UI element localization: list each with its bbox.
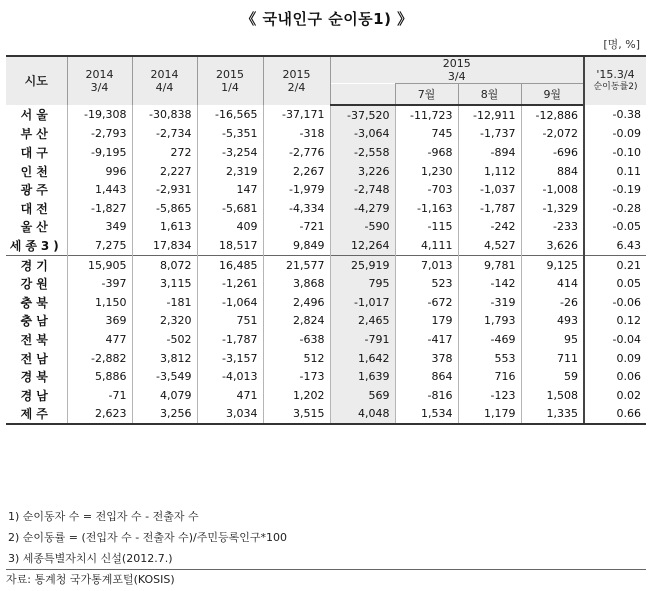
value-cell: 4,048	[330, 405, 395, 425]
migration-table	[6, 55, 646, 425]
value-cell: 2,320	[132, 312, 197, 331]
value-cell: 95	[521, 330, 584, 349]
value-cell: 5,886	[67, 367, 132, 386]
region-cell: 제주	[6, 405, 67, 425]
value-cell: 1,793	[458, 312, 521, 331]
value-cell: 523	[395, 274, 458, 293]
value-cell: -1,787	[197, 330, 263, 349]
value-cell: -2,558	[330, 143, 395, 162]
value-cell: -1,329	[521, 199, 584, 218]
value-cell: 409	[197, 218, 263, 237]
value-cell: -791	[330, 330, 395, 349]
value-cell: 7,013	[395, 255, 458, 274]
value-cell: 864	[395, 367, 458, 386]
value-cell: 3,515	[263, 405, 330, 425]
value-cell: 716	[458, 367, 521, 386]
region-cell: 전북	[20, 332, 52, 347]
table-row	[6, 330, 646, 349]
value-cell: -638	[263, 330, 330, 349]
table-row	[6, 125, 646, 144]
region-cell: 대전	[20, 201, 52, 216]
value-cell: -242	[458, 218, 521, 237]
value-cell: -142	[458, 274, 521, 293]
value-cell: 2,267	[263, 162, 330, 181]
value-cell: -968	[395, 143, 458, 162]
header-region: 시도	[6, 56, 67, 105]
value-cell: 795	[330, 274, 395, 293]
value-cell: -4,334	[263, 199, 330, 218]
value-cell: -5,865	[132, 199, 197, 218]
value-cell: 512	[263, 349, 330, 368]
value-cell: 9,781	[458, 255, 521, 274]
value-cell: 3,226	[330, 162, 395, 181]
rate-cell: -0.09	[584, 125, 646, 144]
value-cell: -397	[67, 274, 132, 293]
value-cell: 2,319	[197, 162, 263, 181]
value-cell: -71	[67, 386, 132, 405]
value-cell: 4,079	[132, 386, 197, 405]
rate-cell: -0.10	[584, 143, 646, 162]
header-month: 9월	[521, 84, 584, 106]
value-cell: -2,793	[67, 125, 132, 144]
table-row	[6, 180, 646, 199]
value-cell: 414	[521, 274, 584, 293]
rate-cell: 0.06	[584, 367, 646, 386]
table-row	[6, 293, 646, 312]
header-month: 8월	[458, 84, 521, 106]
table-body	[6, 105, 646, 424]
value-cell: 3,626	[521, 236, 584, 255]
value-cell: 16,485	[197, 255, 263, 274]
value-cell: -469	[458, 330, 521, 349]
value-cell: 3,115	[132, 274, 197, 293]
header-period: 2014 4/4	[132, 56, 197, 105]
rate-cell: -0.04	[584, 330, 646, 349]
value-cell: 1,112	[458, 162, 521, 181]
value-cell: -816	[395, 386, 458, 405]
page-title	[0, 8, 654, 29]
rate-cell: -0.06	[584, 293, 646, 312]
region-cell: 세종3)	[9, 238, 63, 253]
value-cell: -1,787	[458, 199, 521, 218]
region-cell: 경북	[20, 370, 52, 385]
rate-cell: 0.12	[584, 312, 646, 331]
value-cell: -696	[521, 143, 584, 162]
rate-cell: 0.11	[584, 162, 646, 181]
table-row	[6, 349, 646, 368]
value-cell: -319	[458, 293, 521, 312]
value-cell: -672	[395, 293, 458, 312]
table-row	[6, 312, 646, 331]
rate-cell: 0.09	[584, 349, 646, 368]
value-cell: 3,812	[132, 349, 197, 368]
value-cell: 1,639	[330, 367, 395, 386]
rate-cell: 0.05	[584, 274, 646, 293]
value-cell: -894	[458, 143, 521, 162]
value-cell: 2,227	[132, 162, 197, 181]
table-row	[6, 405, 646, 425]
region-cell: 대구	[20, 145, 52, 160]
header-period: 2015 1/4	[197, 56, 263, 105]
value-cell: 4,111	[395, 236, 458, 255]
rate-cell: 6.43	[584, 236, 646, 255]
value-cell: -16,565	[197, 105, 263, 125]
value-cell: 9,125	[521, 255, 584, 274]
rate-cell: 0.66	[584, 405, 646, 425]
value-cell: 18,517	[197, 236, 263, 255]
table-row	[6, 386, 646, 405]
value-cell: 1,335	[521, 405, 584, 425]
value-cell: 17,834	[132, 236, 197, 255]
value-cell: -1,261	[197, 274, 263, 293]
value-cell: -1,037	[458, 180, 521, 199]
value-cell: -1,163	[395, 199, 458, 218]
value-cell: -721	[263, 218, 330, 237]
value-cell: 3,868	[263, 274, 330, 293]
footnote: 3) 세종특별자치시 신설(2012.7.)	[8, 552, 173, 565]
value-cell: 59	[521, 367, 584, 386]
value-cell: -37,520	[330, 105, 395, 125]
table-row	[6, 105, 646, 125]
table-row	[6, 162, 646, 181]
value-cell: -233	[521, 218, 584, 237]
rate-cell: -0.05	[584, 218, 646, 237]
value-cell: -417	[395, 330, 458, 349]
value-cell: 553	[458, 349, 521, 368]
value-cell: 15,905	[67, 255, 132, 274]
value-cell: -5,351	[197, 125, 263, 144]
value-cell: -12,886	[521, 105, 584, 125]
value-cell: -703	[395, 180, 458, 199]
value-cell: 751	[197, 312, 263, 331]
value-cell: 1,179	[458, 405, 521, 425]
value-cell: -181	[132, 293, 197, 312]
value-cell: 569	[330, 386, 395, 405]
header-period: 2015 2/4	[263, 56, 330, 105]
value-cell: 2,824	[263, 312, 330, 331]
value-cell: 493	[521, 312, 584, 331]
value-cell: 12,264	[330, 236, 395, 255]
value-cell: -2,882	[67, 349, 132, 368]
value-cell: 272	[132, 143, 197, 162]
value-cell: 884	[521, 162, 584, 181]
table-row	[6, 367, 646, 386]
value-cell: -26	[521, 293, 584, 312]
value-cell: -30,838	[132, 105, 197, 125]
header-q3-total	[330, 84, 395, 106]
value-cell: 1,508	[521, 386, 584, 405]
table-row	[6, 218, 646, 237]
value-cell: 1,443	[67, 180, 132, 199]
value-cell: -123	[458, 386, 521, 405]
footnote: 2) 순이동률 = (전입자 수 - 전출자 수)/주민등록인구*100	[8, 531, 288, 544]
value-cell: -502	[132, 330, 197, 349]
region-cell: 광주	[20, 183, 52, 198]
value-cell: -3,157	[197, 349, 263, 368]
value-cell: 147	[197, 180, 263, 199]
region-cell: 울산	[20, 220, 52, 235]
header-rate: '15.3/4 순이동률2)	[584, 56, 646, 105]
rate-cell: -0.28	[584, 199, 646, 218]
region-cell: 전남	[20, 351, 52, 366]
value-cell: -11,723	[395, 105, 458, 125]
value-cell: -9,195	[67, 143, 132, 162]
value-cell: 745	[395, 125, 458, 144]
table-header	[6, 56, 646, 105]
header-period: 2014 3/4	[67, 56, 132, 105]
value-cell: -2,748	[330, 180, 395, 199]
value-cell: -318	[263, 125, 330, 144]
region-cell: 인천	[20, 164, 52, 179]
value-cell: 369	[67, 312, 132, 331]
value-cell: -1,737	[458, 125, 521, 144]
value-cell: -115	[395, 218, 458, 237]
region-cell: 부산	[20, 127, 52, 142]
value-cell: -2,734	[132, 125, 197, 144]
region-cell: 충북	[20, 295, 52, 310]
value-cell: -5,681	[197, 199, 263, 218]
table-row	[6, 199, 646, 218]
value-cell: 2,496	[263, 293, 330, 312]
footnotes	[6, 506, 646, 570]
table-row	[6, 274, 646, 293]
value-cell: 1,642	[330, 349, 395, 368]
value-cell: 179	[395, 312, 458, 331]
value-cell: -3,549	[132, 367, 197, 386]
value-cell: -3,254	[197, 143, 263, 162]
value-cell: -1,017	[330, 293, 395, 312]
table-row	[6, 236, 646, 255]
value-cell: -4,013	[197, 367, 263, 386]
value-cell: 9,849	[263, 236, 330, 255]
value-cell: -4,279	[330, 199, 395, 218]
source-note: 자료: 통계청 국가통계포털(KOSIS)	[6, 573, 175, 586]
value-cell: 1,150	[67, 293, 132, 312]
rate-cell: 0.21	[584, 255, 646, 274]
value-cell: -1,979	[263, 180, 330, 199]
value-cell: -590	[330, 218, 395, 237]
header-month: 7월	[395, 84, 458, 106]
value-cell: 378	[395, 349, 458, 368]
region-cell: 강원	[20, 277, 52, 292]
value-cell: 3,256	[132, 405, 197, 425]
value-cell: 1,230	[395, 162, 458, 181]
value-cell: -2,776	[263, 143, 330, 162]
value-cell: 21,577	[263, 255, 330, 274]
region-cell: 충남	[20, 314, 52, 329]
region-cell: 경기	[6, 255, 67, 274]
rate-cell: -0.19	[584, 180, 646, 199]
value-cell: -2,072	[521, 125, 584, 144]
value-cell: 2,465	[330, 312, 395, 331]
value-cell: -1,827	[67, 199, 132, 218]
value-cell: -2,931	[132, 180, 197, 199]
value-cell: -19,308	[67, 105, 132, 125]
footnote: 1) 순이동자 수 = 전입자 수 - 전출자 수	[8, 510, 199, 523]
unit-label: [명, %]	[603, 38, 640, 51]
value-cell: 8,072	[132, 255, 197, 274]
header-period-current: 2015 3/4	[330, 56, 584, 84]
value-cell: -1,064	[197, 293, 263, 312]
value-cell: 4,527	[458, 236, 521, 255]
value-cell: 1,202	[263, 386, 330, 405]
value-cell: 7,275	[67, 236, 132, 255]
value-cell: -37,171	[263, 105, 330, 125]
value-cell: 711	[521, 349, 584, 368]
table-row	[6, 143, 646, 162]
value-cell: 25,919	[330, 255, 395, 274]
value-cell: 1,534	[395, 405, 458, 425]
value-cell: -12,911	[458, 105, 521, 125]
value-cell: 996	[67, 162, 132, 181]
region-cell: 경남	[20, 388, 52, 403]
rate-cell: -0.38	[584, 105, 646, 125]
value-cell: 477	[67, 330, 132, 349]
region-cell: 서울	[20, 108, 52, 123]
value-cell: 471	[197, 386, 263, 405]
value-cell: 2,623	[67, 405, 132, 425]
value-cell: -3,064	[330, 125, 395, 144]
value-cell: 3,034	[197, 405, 263, 425]
rate-cell: 0.02	[584, 386, 646, 405]
value-cell: -173	[263, 367, 330, 386]
value-cell: 349	[67, 218, 132, 237]
title-text: 《 국내인구 순이동1) 》	[241, 10, 413, 28]
value-cell: -1,008	[521, 180, 584, 199]
value-cell: 1,613	[132, 218, 197, 237]
table-row	[6, 255, 646, 274]
